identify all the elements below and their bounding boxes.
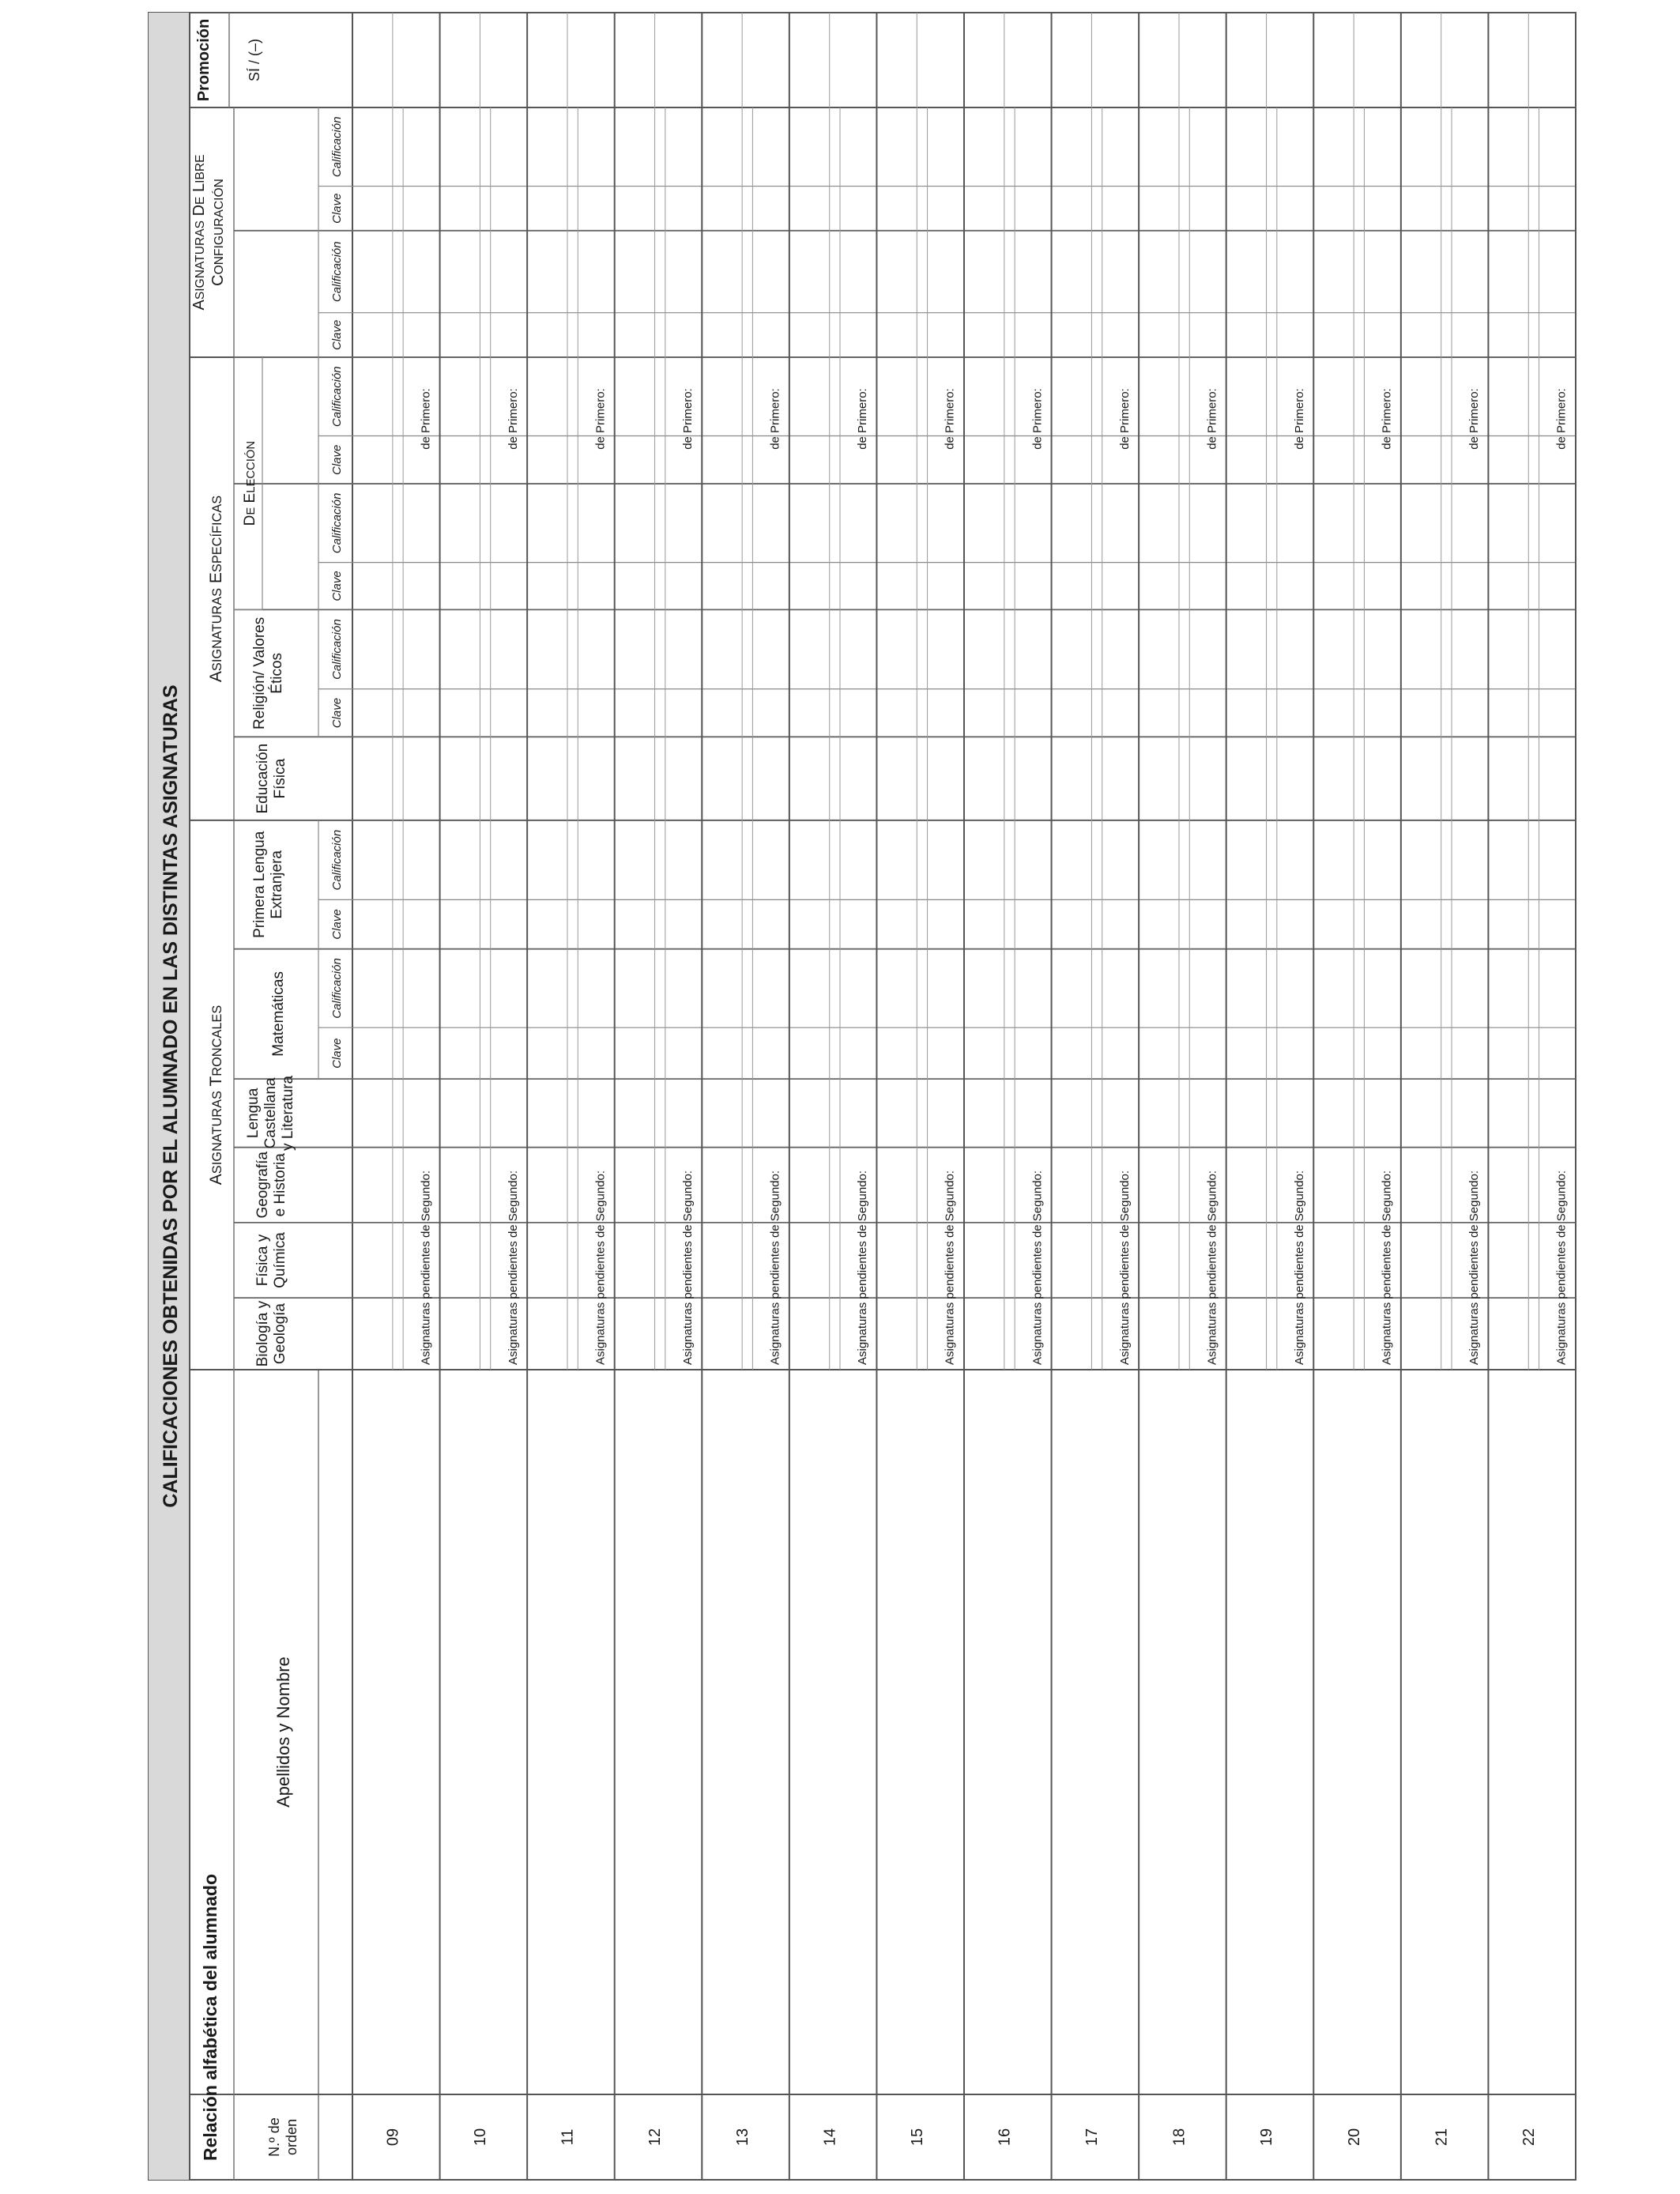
- pending-segundo-label: Asignaturas pendientes de Segundo:: [1554, 1170, 1569, 1365]
- pending-primero-label: de Primero:: [1293, 388, 1307, 450]
- clave-header-6: Clave: [330, 193, 344, 224]
- table-row: [384, 388, 432, 2146]
- pending-segundo-label: Asignaturas pendientes de Segundo:: [419, 1170, 433, 1365]
- pending-primero-label: de Primero:: [768, 388, 782, 450]
- table-rows: [384, 388, 1568, 2146]
- row-number: 18: [1170, 2128, 1188, 2147]
- subject-religion: Religión/ ValoresÉticos: [251, 616, 285, 729]
- row-number: 21: [1433, 2128, 1451, 2147]
- table-row: [1346, 388, 1394, 2146]
- subject-geografia: Geografíae Historia: [254, 1152, 288, 1219]
- calificacion-header-2: Calificación: [330, 619, 344, 680]
- table-row: [1433, 388, 1481, 2146]
- subject-biologia: Biología yGeología: [254, 1300, 288, 1367]
- promocion-header: Promoción: [195, 18, 213, 102]
- pending-segundo-label: Asignaturas pendientes de Segundo:: [1467, 1170, 1482, 1365]
- calificacion-header-4: Calificación: [330, 366, 344, 428]
- libre-group-header-1: ASIGNATURAS DE LIBRE: [190, 154, 208, 311]
- table-headers: [190, 19, 344, 2161]
- subject-primera-lengua: Primera LenguaExtranjera: [251, 831, 285, 938]
- pending-primero-label: de Primero:: [1467, 388, 1482, 450]
- troncales-group-header: ASIGNATURAS TRONCALES: [207, 1005, 225, 1186]
- table-row: [734, 388, 782, 2146]
- calificacion-header-5: Calificación: [330, 241, 344, 303]
- pending-primero-label: de Primero:: [681, 388, 695, 450]
- table-row: [996, 388, 1044, 2146]
- pending-segundo-label: Asignaturas pendientes de Segundo:: [1293, 1170, 1307, 1365]
- table-row: [1520, 388, 1569, 2146]
- row-number: 17: [1083, 2128, 1102, 2147]
- pending-segundo-label: Asignaturas pendientes de Segundo:: [1117, 1170, 1132, 1365]
- clave-header-5: Clave: [330, 319, 344, 350]
- row-number: 15: [908, 2128, 926, 2147]
- pending-segundo-label: Asignaturas pendientes de Segundo:: [856, 1170, 870, 1365]
- table-row: [1258, 388, 1306, 2146]
- clave-header-0: Clave: [330, 1038, 344, 1069]
- pending-primero-label: de Primero:: [856, 388, 870, 450]
- calificacion-header-1: Calificación: [330, 829, 344, 891]
- name-column-header: Apellidos y Nombre: [273, 1657, 293, 1808]
- clave-header-2: Clave: [330, 697, 344, 729]
- subject-matematicas: Matemáticas: [270, 971, 287, 1057]
- pending-primero-label: de Primero:: [593, 388, 608, 450]
- subject-educacion-fisica: EducaciónFísica: [254, 743, 288, 814]
- pending-segundo-label: Asignaturas pendientes de Segundo:: [768, 1170, 782, 1365]
- pending-primero-label: de Primero:: [1380, 388, 1394, 450]
- row-number: 12: [646, 2128, 665, 2147]
- pending-primero-label: de Primero:: [1554, 388, 1569, 450]
- row-number: 10: [472, 2128, 490, 2147]
- calificacion-header-0: Calificación: [330, 958, 344, 1019]
- libre-group-header-2: CONFIGURACIÓN: [209, 179, 227, 286]
- table-row: [472, 388, 520, 2146]
- calificacion-header-3: Calificación: [330, 492, 344, 554]
- table-row: [821, 388, 869, 2146]
- pending-primero-label: de Primero:: [419, 388, 433, 450]
- pending-segundo-label: Asignaturas pendientes de Segundo:: [1380, 1170, 1394, 1365]
- order-column-header: N.º de orden: [266, 2117, 299, 2157]
- pending-primero-label: de Primero:: [506, 388, 520, 450]
- promocion-sub-header: SÍ / (–): [247, 38, 262, 82]
- table-row: [646, 388, 695, 2146]
- table-grid: [190, 13, 1576, 2180]
- row-number: 11: [559, 2128, 577, 2146]
- especificas-group-header: ASIGNATURAS ESPECÍFICAS: [207, 495, 225, 683]
- pending-segundo-label: Asignaturas pendientes de Segundo:: [1205, 1170, 1219, 1365]
- pending-primero-label: de Primero:: [1205, 388, 1219, 450]
- pending-primero-label: de Primero:: [943, 388, 957, 450]
- row-number: 19: [1258, 2128, 1276, 2147]
- form-title: CALIFICACIONES OBTENIDAS POR EL ALUMNADO EN LAS DISTINTAS ASIGNATURAS: [160, 684, 182, 1508]
- table-row: [1083, 388, 1132, 2146]
- subject-fisica: Física yQuímica: [254, 1232, 288, 1288]
- table-border: [149, 13, 1576, 2180]
- row-number: 14: [821, 2128, 839, 2147]
- pending-primero-label: de Primero:: [1117, 388, 1132, 450]
- pending-segundo-label: Asignaturas pendientes de Segundo:: [506, 1170, 520, 1365]
- table-row: [559, 388, 608, 2145]
- grade-table: [149, 13, 1576, 2180]
- row-number: 20: [1345, 2128, 1363, 2147]
- row-number: 09: [384, 2128, 402, 2147]
- clave-header-4: Clave: [330, 444, 344, 475]
- table-row: [909, 388, 957, 2146]
- clave-header-3: Clave: [330, 571, 344, 601]
- row-number: 16: [996, 2128, 1014, 2147]
- pending-segundo-label: Asignaturas pendientes de Segundo:: [593, 1170, 608, 1365]
- pending-primero-label: de Primero:: [1030, 388, 1045, 450]
- clave-header-1: Clave: [330, 909, 344, 940]
- eleccion-header: DE ELECCIÓN: [242, 440, 258, 526]
- row-number: 22: [1520, 2128, 1538, 2147]
- pending-segundo-label: Asignaturas pendientes de Segundo:: [943, 1170, 957, 1365]
- table-row: [1171, 388, 1219, 2146]
- pending-segundo-label: Asignaturas pendientes de Segundo:: [681, 1170, 695, 1365]
- calificacion-header-6: Calificación: [330, 116, 344, 178]
- student-section-label: Relación alfabética del alumnado: [200, 1874, 220, 2161]
- subject-lengua: LenguaCastellanay Literatura: [245, 1075, 296, 1151]
- row-number: 13: [733, 2128, 751, 2147]
- pending-segundo-label: Asignaturas pendientes de Segundo:: [1030, 1170, 1045, 1365]
